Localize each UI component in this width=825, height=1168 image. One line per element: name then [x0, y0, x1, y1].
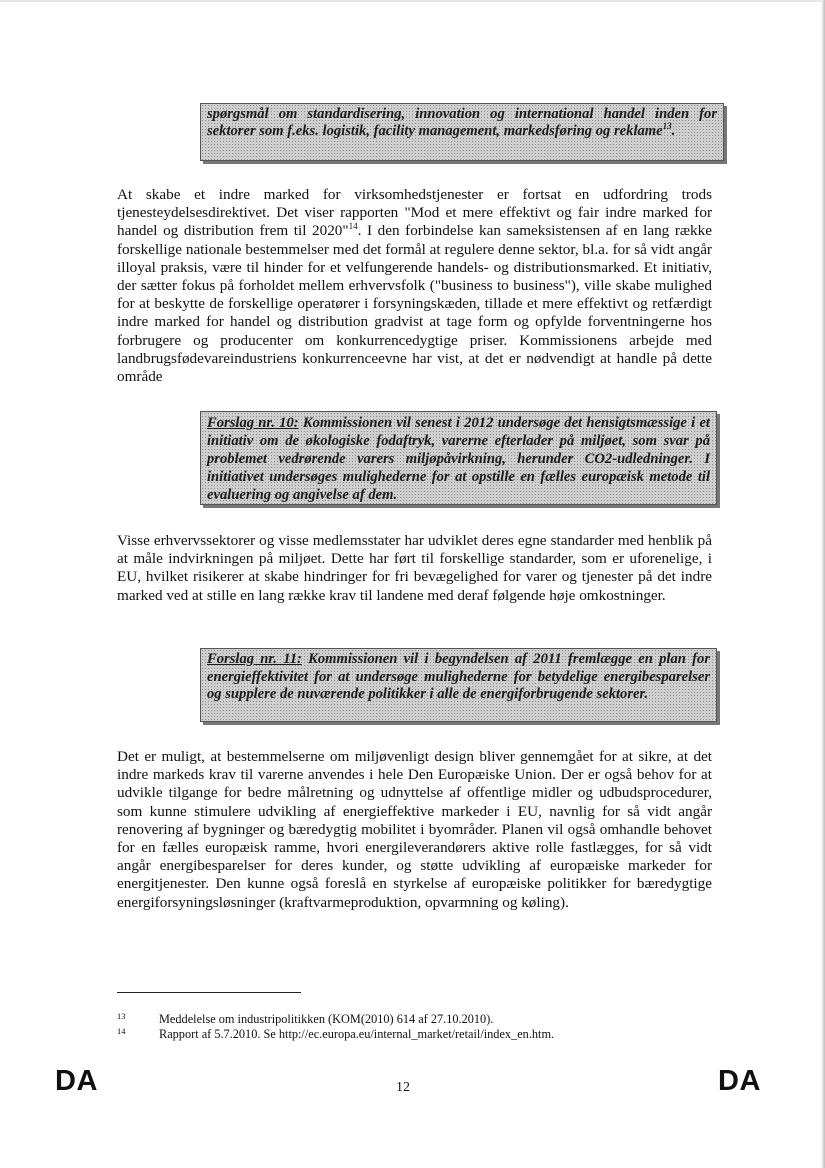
body-paragraph-3-text: Det er muligt, at bestemmelserne om miljøvenligt design bliver gennemgået for at sikre, at det indre markeds krav til varerne anvendes i hele Den Europæiske Union. Der er også behov for at udvikle tilgange for bedre målretning og udnyttelse af offentlige midler og udbudsprocedurer, som kunne stimulere udvikling af energieffektive markeder i EU, navnlig for så vidt angår renovering af bygninger og bæredygtig mobilitet i byområder. Planen vil også omhandle behovet for en fælles europæisk ramme, hvori energileverandørers aktive rolle fastlægges, for så vidt angår energibesparelser for deres kunder, og støtte udvikling af europæiske markeder for energitjenester. Den kunne også foreslå en styrkelse af europæiske politikker for bæredygtige energiforsyningsløsninger (kraftvarmeproduktion, opvarmning og køling).: [117, 748, 712, 911]
proposal-11-text: Kommissionen vil i begyndelsen af 2011 fremlægge en plan for energieffektivitet for at undersøge mulighederne for betydelige energibesparelser og supplere de nuværende politikker i alle de energiforbrugende sektorer.: [207, 651, 710, 702]
body-paragraph-2-text: Visse erhvervssektorer og visse medlemsstater har udviklet deres egne standarder med henblik på at måle indvirkningen på miljøet. Dette har ført til forskellige standarder, som er uforenelige, i EU, hvilket risikerer at skabe hindringer for fri bevægelighed for varer og tjenester på det indre marked ved at stille en lang række krav til landene med deraf følgende høje omkostninger.: [117, 532, 712, 604]
proposal-text-end: .: [671, 123, 676, 139]
proposal-text: spørgsmål om standardisering, innovation og international handel inden for sektorer som f.eks. logistik, facility management, markedsføring og reklame: [207, 106, 717, 139]
footnote-ref-13: 13: [662, 121, 672, 132]
proposal-box-continued: [200, 103, 724, 161]
body-paragraph-2: [117, 532, 712, 605]
proposal-box-11: [200, 648, 717, 722]
scan-edge-top: [0, 0, 825, 2]
proposal-10-label: Forslag nr. 10:: [207, 415, 299, 431]
language-code-right: DA: [718, 1065, 761, 1097]
body-paragraph-1-text-b: . I den forbindelse kan sameksistensen af en lang række forskellige nationale bestemmelser med det formål at regulere denne sektor, bl.a. for så vidt angår illoyal praksis, være til hinder for et velfungerende handels- og distributionsmarked. Et initiativ, der sætter fokus på forholdet mellem erhvervsfolk ("business to business"), ville skabe mulighed for at beskytte de forskellige operatører i forsyningskæden, tillade et mere effektivt og retfærdigt indre marked for handel og distribution gradvist at tage form og opfylde forventningerne hos forbrugere og producenter om konkurrencedygtige priser. Kommissionens arbejde med landbrugsfødevareindustriens konkurrenceevne har vist, at det er nødvendigt at handle på dette område: [117, 222, 712, 386]
footnote-14-number: 14: [117, 1026, 126, 1036]
body-paragraph-3: [117, 748, 712, 912]
proposal-10-text: Kommissionen vil senest i 2012 undersøge det hensigtsmæssige i et initiativ om de økologiske fodaftryk, varerne efterlader på miljøet, som svar på problemet vedrørende varers miljøpåvirkning, herunder CO2-udledninger. I initiativet undersøges mulighederne for at opstille en fælles europæisk metode til evaluering og angivelse af dem.: [207, 415, 710, 503]
footnote-14-text: Rapport af 5.7.2010. Se http://ec.europa.eu/internal_market/retail/index_en.htm.: [159, 1027, 555, 1041]
language-code-left: DA: [55, 1065, 98, 1097]
scan-edge-right: [821, 0, 825, 1168]
footnote-ref-14: 14: [348, 221, 358, 232]
body-paragraph-1-text-a: At skabe et indre marked for virksomhedstjenester er fortsat en udfordring trods tjenesteydelsesdirektivet. Det viser rapporten "Mod et mere effektivt og fair indre marked for handel og distribution frem til 2020": [117, 186, 712, 240]
body-paragraph-1: [117, 186, 712, 386]
proposal-11-label: Forslag nr. 11:: [207, 651, 302, 667]
footnote-13-text: Meddelelse om industripolitikken (KOM(2010) 614 af 27.10.2010).: [159, 1012, 494, 1026]
footnote-13-number: 13: [117, 1011, 126, 1021]
footnote-separator: [117, 992, 301, 993]
page-number: 12: [396, 1080, 410, 1095]
proposal-box-10: [200, 411, 717, 505]
